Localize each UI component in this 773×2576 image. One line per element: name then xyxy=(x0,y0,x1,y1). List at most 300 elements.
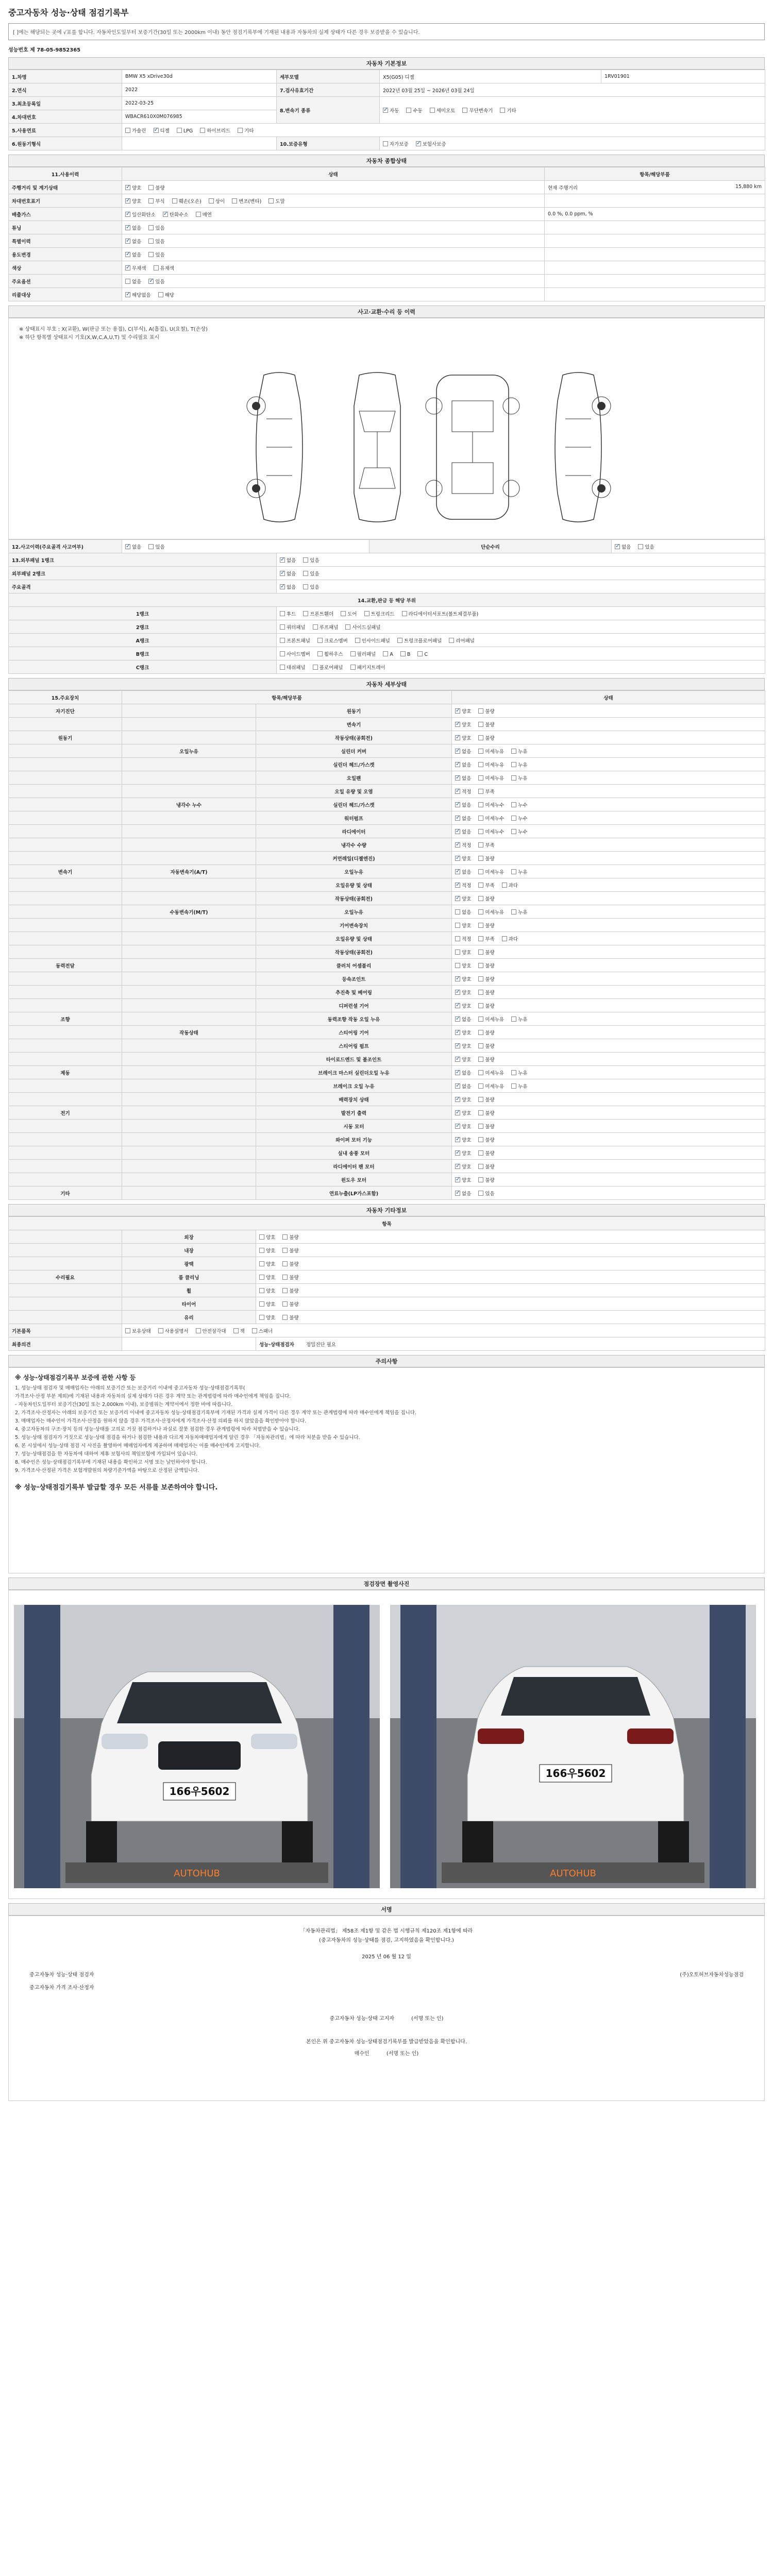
checkbox-option[interactable] xyxy=(478,962,494,969)
checkbox-option[interactable] xyxy=(280,583,296,590)
checkbox-icon[interactable] xyxy=(478,735,483,740)
checkbox-option[interactable] xyxy=(455,828,471,835)
checkbox-option[interactable] xyxy=(511,1015,527,1023)
checkbox-option[interactable] xyxy=(478,922,494,929)
checked-box-icon[interactable] xyxy=(455,1191,460,1196)
checkbox-icon[interactable] xyxy=(455,909,460,914)
checkbox-icon[interactable] xyxy=(282,1288,288,1293)
checkbox-icon[interactable] xyxy=(259,1248,264,1253)
checked-box-icon[interactable] xyxy=(125,185,130,190)
checkbox-option[interactable] xyxy=(511,774,527,782)
checkbox-option[interactable] xyxy=(478,1149,494,1157)
checkbox-icon[interactable] xyxy=(455,950,460,955)
checkbox-option[interactable] xyxy=(511,828,527,835)
checkbox-option[interactable] xyxy=(478,868,504,875)
checked-box-icon[interactable] xyxy=(125,198,130,204)
checkbox-option[interactable] xyxy=(478,1096,494,1103)
checked-box-icon[interactable] xyxy=(455,762,460,767)
checkbox-icon[interactable] xyxy=(317,651,323,656)
checked-box-icon[interactable] xyxy=(455,789,460,794)
checkbox-icon[interactable] xyxy=(478,1097,483,1102)
checkbox-option[interactable] xyxy=(478,774,504,782)
checked-box-icon[interactable] xyxy=(154,128,159,133)
checkbox-option[interactable] xyxy=(232,197,261,205)
checkbox-option[interactable] xyxy=(282,1314,298,1321)
checkbox-option[interactable] xyxy=(280,570,296,577)
checkbox-option[interactable] xyxy=(383,651,393,657)
checkbox-option[interactable] xyxy=(478,908,504,916)
checkbox-option[interactable] xyxy=(200,127,230,134)
checkbox-option[interactable] xyxy=(313,623,339,631)
checkbox-option[interactable] xyxy=(455,774,471,782)
checkbox-icon[interactable] xyxy=(478,963,483,968)
checkbox-option[interactable] xyxy=(259,1287,275,1294)
checkbox-icon[interactable] xyxy=(158,292,163,297)
checkbox-icon[interactable] xyxy=(638,544,643,549)
checked-box-icon[interactable] xyxy=(455,749,460,754)
checkbox-option[interactable] xyxy=(177,128,193,134)
checked-box-icon[interactable] xyxy=(125,252,130,257)
checkbox-icon[interactable] xyxy=(478,1070,483,1075)
checked-box-icon[interactable] xyxy=(455,1083,460,1089)
checkbox-icon[interactable] xyxy=(478,789,483,794)
checkbox-icon[interactable] xyxy=(282,1275,288,1280)
checkbox-option[interactable] xyxy=(478,788,494,795)
checkbox-icon[interactable] xyxy=(196,212,201,217)
checkbox-icon[interactable] xyxy=(383,141,388,146)
checkbox-icon[interactable] xyxy=(303,571,308,576)
checkbox-icon[interactable] xyxy=(511,762,516,767)
checkbox-icon[interactable] xyxy=(345,624,350,630)
checkbox-option[interactable] xyxy=(478,1190,494,1197)
checkbox-option[interactable] xyxy=(355,637,390,644)
checkbox-option[interactable] xyxy=(158,1327,189,1334)
checkbox-icon[interactable] xyxy=(478,749,483,754)
checkbox-option[interactable] xyxy=(280,664,306,671)
checkbox-option[interactable] xyxy=(430,107,456,114)
checkbox-option[interactable] xyxy=(455,761,471,768)
checkbox-option[interactable] xyxy=(478,815,504,822)
checkbox-option[interactable] xyxy=(478,989,494,996)
checkbox-icon[interactable] xyxy=(148,225,154,230)
checkbox-icon[interactable] xyxy=(478,1003,483,1008)
checkbox-icon[interactable] xyxy=(478,883,483,888)
checkbox-icon[interactable] xyxy=(478,909,483,914)
checkbox-option[interactable] xyxy=(125,251,141,258)
checkbox-icon[interactable] xyxy=(313,665,318,670)
checkbox-icon[interactable] xyxy=(478,1164,483,1169)
checkbox-icon[interactable] xyxy=(478,1124,483,1129)
checkbox-icon[interactable] xyxy=(233,1328,239,1333)
checkbox-option[interactable] xyxy=(364,610,395,617)
checkbox-icon[interactable] xyxy=(478,708,483,714)
checkbox-icon[interactable] xyxy=(478,775,483,781)
checked-box-icon[interactable] xyxy=(455,708,460,714)
checkbox-icon[interactable] xyxy=(449,638,454,643)
checkbox-icon[interactable] xyxy=(280,665,285,670)
checkbox-icon[interactable] xyxy=(417,651,423,656)
checkbox-option[interactable] xyxy=(455,1042,471,1049)
checkbox-icon[interactable] xyxy=(400,651,406,656)
checkbox-option[interactable] xyxy=(455,1015,471,1023)
checkbox-icon[interactable] xyxy=(478,842,483,848)
checkbox-icon[interactable] xyxy=(238,128,243,133)
checked-box-icon[interactable] xyxy=(455,1137,460,1142)
checkbox-icon[interactable] xyxy=(252,1328,257,1333)
checked-box-icon[interactable] xyxy=(455,990,460,995)
checkbox-option[interactable] xyxy=(478,1015,504,1023)
checkbox-option[interactable] xyxy=(455,815,471,822)
checked-box-icon[interactable] xyxy=(125,292,130,297)
checkbox-option[interactable] xyxy=(125,1327,151,1334)
checkbox-option[interactable] xyxy=(511,801,527,808)
checkbox-icon[interactable] xyxy=(303,584,308,589)
checkbox-icon[interactable] xyxy=(478,1083,483,1089)
checkbox-option[interactable] xyxy=(303,583,319,590)
checkbox-option[interactable] xyxy=(455,721,471,728)
checked-box-icon[interactable] xyxy=(280,584,285,589)
checkbox-icon[interactable] xyxy=(148,252,154,257)
checkbox-icon[interactable] xyxy=(125,279,130,284)
checked-box-icon[interactable] xyxy=(455,1043,460,1048)
checkbox-icon[interactable] xyxy=(478,1043,483,1048)
checkbox-icon[interactable] xyxy=(478,896,483,901)
checkbox-option[interactable] xyxy=(478,748,504,755)
checkbox-option[interactable] xyxy=(478,975,494,982)
checkbox-icon[interactable] xyxy=(172,198,177,204)
checked-box-icon[interactable] xyxy=(455,735,460,740)
checkbox-option[interactable] xyxy=(478,734,494,741)
checkbox-option[interactable] xyxy=(259,1260,275,1267)
checkbox-icon[interactable] xyxy=(511,1016,516,1022)
checkbox-option[interactable] xyxy=(148,224,164,231)
checkbox-option[interactable] xyxy=(397,637,442,644)
checked-box-icon[interactable] xyxy=(455,896,460,901)
checkbox-option[interactable] xyxy=(478,882,494,889)
checkbox-icon[interactable] xyxy=(350,651,356,656)
checkbox-option[interactable] xyxy=(282,1287,298,1294)
checkbox-option[interactable] xyxy=(502,935,518,942)
checkbox-option[interactable] xyxy=(478,1042,494,1049)
checkbox-option[interactable] xyxy=(478,1082,504,1090)
checkbox-option[interactable] xyxy=(455,1082,471,1090)
checkbox-icon[interactable] xyxy=(478,816,483,821)
checkbox-option[interactable] xyxy=(455,962,471,969)
checkbox-option[interactable] xyxy=(478,1176,494,1183)
checkbox-option[interactable] xyxy=(478,948,494,956)
checkbox-option[interactable] xyxy=(341,610,357,617)
checkbox-option[interactable] xyxy=(125,238,141,245)
checkbox-option[interactable] xyxy=(125,184,141,191)
checkbox-icon[interactable] xyxy=(259,1234,264,1240)
checkbox-option[interactable] xyxy=(125,211,156,218)
checkbox-option[interactable] xyxy=(455,1096,471,1103)
checkbox-icon[interactable] xyxy=(511,1070,516,1075)
checkbox-option[interactable] xyxy=(500,107,516,114)
checked-box-icon[interactable] xyxy=(163,212,168,217)
checkbox-option[interactable] xyxy=(154,127,170,134)
checkbox-icon[interactable] xyxy=(402,611,407,616)
checkbox-option[interactable] xyxy=(172,197,201,205)
checkbox-option[interactable] xyxy=(455,1002,471,1009)
checkbox-icon[interactable] xyxy=(511,829,516,834)
checkbox-icon[interactable] xyxy=(364,611,369,616)
checkbox-icon[interactable] xyxy=(478,762,483,767)
checkbox-icon[interactable] xyxy=(341,611,346,616)
checkbox-option[interactable] xyxy=(478,828,504,835)
checkbox-icon[interactable] xyxy=(406,108,411,113)
checkbox-option[interactable] xyxy=(280,610,296,617)
checkbox-icon[interactable] xyxy=(430,108,435,113)
checked-box-icon[interactable] xyxy=(455,1070,460,1075)
checkbox-option[interactable] xyxy=(511,908,527,916)
checkbox-icon[interactable] xyxy=(478,722,483,727)
checkbox-option[interactable] xyxy=(478,1136,494,1143)
checkbox-option[interactable] xyxy=(196,1327,226,1334)
checkbox-option[interactable] xyxy=(455,975,471,982)
checkbox-icon[interactable] xyxy=(478,1177,483,1182)
checkbox-option[interactable] xyxy=(280,556,296,564)
checkbox-option[interactable] xyxy=(280,650,310,657)
checkbox-option[interactable] xyxy=(252,1327,273,1334)
checkbox-option[interactable] xyxy=(125,543,141,550)
checkbox-option[interactable] xyxy=(259,1247,275,1254)
checked-box-icon[interactable] xyxy=(615,544,620,549)
checkbox-option[interactable] xyxy=(455,1029,471,1036)
checkbox-icon[interactable] xyxy=(280,651,285,656)
checkbox-option[interactable] xyxy=(455,748,471,755)
checked-box-icon[interactable] xyxy=(455,816,460,821)
checkbox-option[interactable] xyxy=(282,1247,298,1254)
checkbox-icon[interactable] xyxy=(259,1275,264,1280)
checkbox-option[interactable] xyxy=(455,922,471,929)
checkbox-option[interactable] xyxy=(148,184,164,191)
checkbox-icon[interactable] xyxy=(196,1328,201,1333)
checkbox-option[interactable] xyxy=(455,707,471,715)
checkbox-option[interactable] xyxy=(511,761,527,768)
checkbox-icon[interactable] xyxy=(200,128,205,133)
checkbox-icon[interactable] xyxy=(158,1328,163,1333)
checkbox-icon[interactable] xyxy=(511,909,516,914)
checkbox-icon[interactable] xyxy=(259,1261,264,1266)
checkbox-icon[interactable] xyxy=(478,990,483,995)
checkbox-icon[interactable] xyxy=(455,963,460,968)
checkbox-icon[interactable] xyxy=(177,128,182,133)
checkbox-option[interactable] xyxy=(511,1082,527,1090)
checkbox-icon[interactable] xyxy=(397,638,402,643)
checkbox-icon[interactable] xyxy=(280,638,285,643)
checkbox-icon[interactable] xyxy=(500,108,505,113)
checkbox-icon[interactable] xyxy=(478,829,483,834)
checked-box-icon[interactable] xyxy=(455,1124,460,1129)
checkbox-option[interactable] xyxy=(638,543,654,550)
checked-box-icon[interactable] xyxy=(455,856,460,861)
checkbox-icon[interactable] xyxy=(125,1328,130,1333)
checkbox-option[interactable] xyxy=(449,637,475,644)
checkbox-icon[interactable] xyxy=(154,265,159,270)
checked-box-icon[interactable] xyxy=(148,279,154,284)
checkbox-icon[interactable] xyxy=(478,1191,483,1196)
checkbox-icon[interactable] xyxy=(478,802,483,807)
checkbox-option[interactable] xyxy=(406,107,422,114)
checkbox-option[interactable] xyxy=(511,815,527,822)
checkbox-icon[interactable] xyxy=(478,1110,483,1115)
checkbox-option[interactable] xyxy=(345,623,380,631)
checked-box-icon[interactable] xyxy=(125,225,130,230)
checkbox-icon[interactable] xyxy=(259,1288,264,1293)
checkbox-option[interactable] xyxy=(317,650,343,657)
checkbox-option[interactable] xyxy=(282,1300,298,1308)
checkbox-icon[interactable] xyxy=(280,611,285,616)
checkbox-icon[interactable] xyxy=(303,611,308,616)
checkbox-option[interactable] xyxy=(196,211,212,218)
checkbox-option[interactable] xyxy=(511,1069,527,1076)
checkbox-icon[interactable] xyxy=(478,1150,483,1156)
checkbox-option[interactable] xyxy=(417,651,428,657)
checkbox-option[interactable] xyxy=(282,1233,298,1241)
checked-box-icon[interactable] xyxy=(455,1003,460,1008)
checkbox-option[interactable] xyxy=(148,197,164,205)
checkbox-icon[interactable] xyxy=(282,1248,288,1253)
checkbox-option[interactable] xyxy=(455,1123,471,1130)
checked-box-icon[interactable] xyxy=(455,1057,460,1062)
checkbox-option[interactable] xyxy=(478,1123,494,1130)
checkbox-option[interactable] xyxy=(478,1163,494,1170)
checkbox-option[interactable] xyxy=(158,291,174,298)
checkbox-option[interactable] xyxy=(455,1069,471,1076)
checkbox-option[interactable] xyxy=(478,1069,504,1076)
checked-box-icon[interactable] xyxy=(455,775,460,781)
checkbox-option[interactable] xyxy=(455,935,471,942)
checkbox-icon[interactable] xyxy=(355,638,360,643)
checkbox-option[interactable] xyxy=(455,989,471,996)
checkbox-option[interactable] xyxy=(125,127,146,134)
checkbox-option[interactable] xyxy=(455,895,471,902)
checked-box-icon[interactable] xyxy=(125,212,130,217)
checkbox-option[interactable] xyxy=(313,664,343,671)
checked-box-icon[interactable] xyxy=(455,976,460,981)
checkbox-option[interactable] xyxy=(280,623,306,631)
checkbox-option[interactable] xyxy=(478,1002,494,1009)
checkbox-option[interactable] xyxy=(303,610,333,617)
checkbox-option[interactable] xyxy=(478,707,494,715)
checkbox-option[interactable] xyxy=(402,610,479,617)
checkbox-icon[interactable] xyxy=(282,1301,288,1307)
checkbox-option[interactable] xyxy=(478,1056,494,1063)
checkbox-option[interactable] xyxy=(455,734,471,741)
checkbox-option[interactable] xyxy=(455,908,471,916)
checkbox-option[interactable] xyxy=(455,868,471,875)
checkbox-option[interactable] xyxy=(455,1176,471,1183)
checkbox-icon[interactable] xyxy=(478,1137,483,1142)
checked-box-icon[interactable] xyxy=(455,1110,460,1115)
checked-box-icon[interactable] xyxy=(455,883,460,888)
checked-box-icon[interactable] xyxy=(455,1177,460,1182)
checkbox-option[interactable] xyxy=(125,291,151,298)
checkbox-option[interactable] xyxy=(282,1260,298,1267)
checkbox-option[interactable] xyxy=(502,882,518,889)
checkbox-icon[interactable] xyxy=(511,1083,516,1089)
checkbox-option[interactable] xyxy=(455,801,471,808)
checkbox-icon[interactable] xyxy=(478,1016,483,1022)
checkbox-option[interactable] xyxy=(259,1233,275,1241)
checked-box-icon[interactable] xyxy=(455,869,460,874)
checkbox-option[interactable] xyxy=(511,868,527,875)
checkbox-option[interactable] xyxy=(209,197,225,205)
checkbox-option[interactable] xyxy=(400,651,411,657)
checkbox-option[interactable] xyxy=(125,264,146,272)
checkbox-option[interactable] xyxy=(478,895,494,902)
checked-box-icon[interactable] xyxy=(416,141,421,146)
checkbox-option[interactable] xyxy=(268,197,284,205)
checkbox-option[interactable] xyxy=(455,882,471,889)
checkbox-option[interactable] xyxy=(259,1274,275,1281)
checkbox-option[interactable] xyxy=(233,1327,245,1334)
checkbox-icon[interactable] xyxy=(478,976,483,981)
checkbox-option[interactable] xyxy=(478,801,504,808)
checkbox-icon[interactable] xyxy=(148,198,154,204)
checkbox-icon[interactable] xyxy=(148,239,154,244)
checkbox-icon[interactable] xyxy=(478,856,483,861)
checked-box-icon[interactable] xyxy=(280,571,285,576)
checkbox-option[interactable] xyxy=(416,140,446,147)
checkbox-icon[interactable] xyxy=(282,1234,288,1240)
checkbox-icon[interactable] xyxy=(259,1301,264,1307)
checkbox-option[interactable] xyxy=(280,637,310,644)
checkbox-option[interactable] xyxy=(455,1056,471,1063)
checked-box-icon[interactable] xyxy=(455,1016,460,1022)
checkbox-option[interactable] xyxy=(455,841,471,849)
checkbox-icon[interactable] xyxy=(462,108,467,113)
checkbox-icon[interactable] xyxy=(383,651,388,656)
checkbox-option[interactable] xyxy=(303,570,319,577)
checkbox-option[interactable] xyxy=(511,748,527,755)
checked-box-icon[interactable] xyxy=(125,239,130,244)
checkbox-icon[interactable] xyxy=(455,936,460,941)
checkbox-option[interactable] xyxy=(455,855,471,862)
checkbox-option[interactable] xyxy=(148,278,164,285)
checkbox-icon[interactable] xyxy=(511,775,516,781)
checkbox-icon[interactable] xyxy=(350,665,356,670)
checked-box-icon[interactable] xyxy=(455,722,460,727)
checked-box-icon[interactable] xyxy=(280,557,285,563)
checked-box-icon[interactable] xyxy=(125,265,130,270)
checkbox-option[interactable] xyxy=(148,543,164,550)
checkbox-option[interactable] xyxy=(238,127,254,134)
checkbox-icon[interactable] xyxy=(511,816,516,821)
checkbox-option[interactable] xyxy=(462,107,493,114)
checkbox-icon[interactable] xyxy=(268,198,274,204)
checked-box-icon[interactable] xyxy=(455,842,460,848)
checkbox-option[interactable] xyxy=(478,841,494,849)
checkbox-icon[interactable] xyxy=(303,557,308,563)
checkbox-option[interactable] xyxy=(163,211,189,218)
checkbox-option[interactable] xyxy=(317,637,348,644)
checkbox-icon[interactable] xyxy=(282,1261,288,1266)
checkbox-icon[interactable] xyxy=(478,936,483,941)
checkbox-icon[interactable] xyxy=(511,749,516,754)
checkbox-option[interactable] xyxy=(383,107,399,114)
checkbox-option[interactable] xyxy=(455,788,471,795)
checkbox-option[interactable] xyxy=(383,140,409,147)
checkbox-option[interactable] xyxy=(478,935,494,942)
checkbox-option[interactable] xyxy=(125,278,141,285)
checked-box-icon[interactable] xyxy=(455,1030,460,1035)
checkbox-icon[interactable] xyxy=(282,1315,288,1320)
checkbox-icon[interactable] xyxy=(502,936,507,941)
checkbox-option[interactable] xyxy=(259,1300,275,1308)
checkbox-option[interactable] xyxy=(350,650,376,657)
